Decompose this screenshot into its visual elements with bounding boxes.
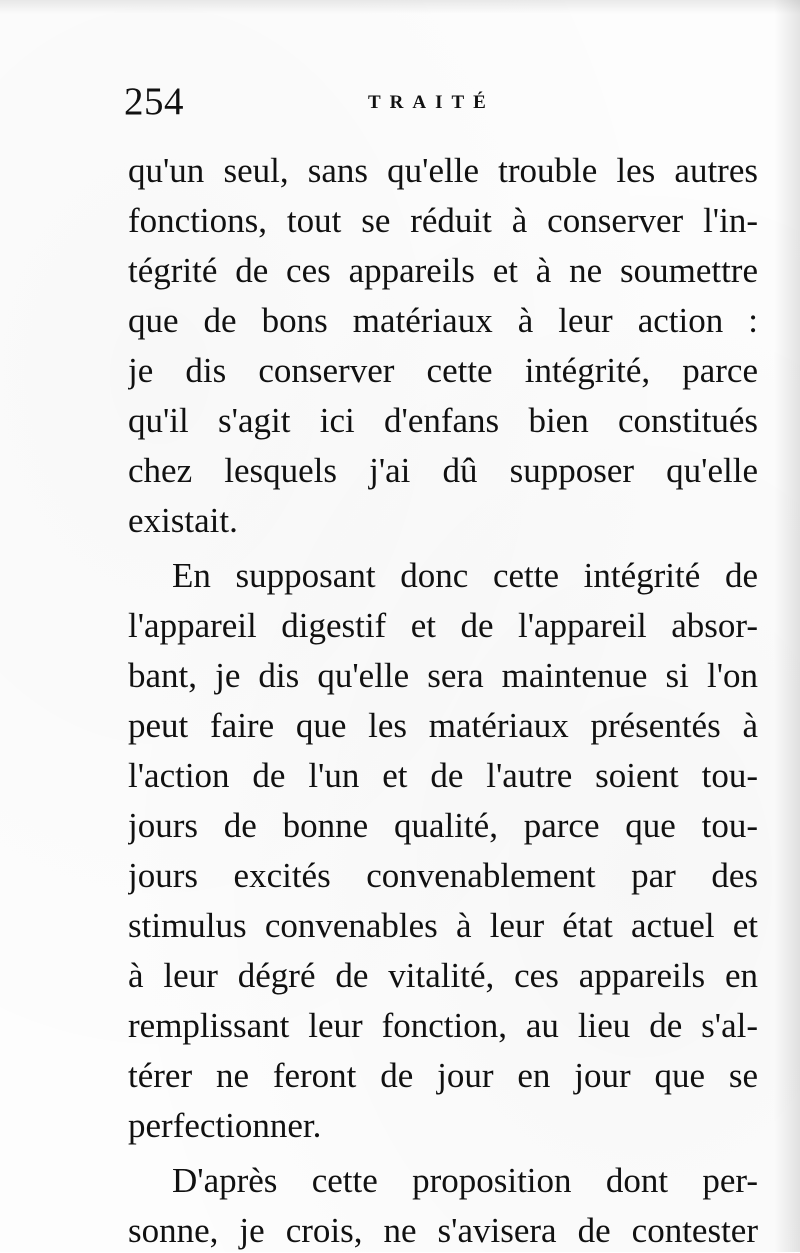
- text-line: qu'un seul, sans qu'elle trouble les autres: [128, 151, 758, 190]
- text-line: qu'il s'agit ici d'enfans bien constitués: [128, 401, 758, 440]
- text-line: D'après cette proposition dont per-: [172, 1161, 758, 1200]
- running-head: TRAITÉ: [368, 92, 495, 113]
- text-line: peut faire que les matériaux présentés à: [128, 706, 758, 745]
- page-number: 254: [124, 80, 184, 123]
- text-line: perfectionner.: [128, 1106, 322, 1145]
- text-line: bant, je dis qu'elle sera maintenue si l'on: [128, 656, 758, 695]
- text-line: remplissant leur fonction, au lieu de s'al-: [128, 1006, 758, 1045]
- text-line: jours excités convenablement par des: [128, 856, 758, 895]
- text-line: existait.: [128, 501, 238, 540]
- text-line: à leur dégré de vitalité, ces appareils en: [128, 956, 758, 995]
- page-shadow-right: [774, 0, 800, 1252]
- text-line: jours de bonne qualité, parce que tou-: [128, 806, 758, 845]
- text-line: sonne, je crois, ne s'avisera de contester: [128, 1211, 758, 1250]
- text-line: chez lesquels j'ai dû supposer qu'elle: [128, 451, 758, 490]
- text-line: l'action de l'un et de l'autre soient tou-: [128, 756, 758, 795]
- text-line: fonctions, tout se réduit à conserver l'in-: [128, 201, 758, 240]
- page-header: [124, 82, 764, 122]
- text-line: tégrité de ces appareils et à ne soumettre: [128, 251, 758, 290]
- text-line: je dis conserver cette intégrité, parce: [128, 351, 758, 390]
- page-shadow-top: [0, 0, 800, 14]
- text-line: En supposant donc cette intégrité de: [172, 556, 758, 595]
- text-line: stimulus convenables à leur état actuel et: [128, 906, 758, 945]
- text-line: térer ne feront de jour en jour que se: [128, 1056, 758, 1095]
- text-line: l'appareil digestif et de l'appareil absor-: [128, 606, 758, 645]
- text-line: que de bons matériaux à leur action :: [128, 301, 758, 340]
